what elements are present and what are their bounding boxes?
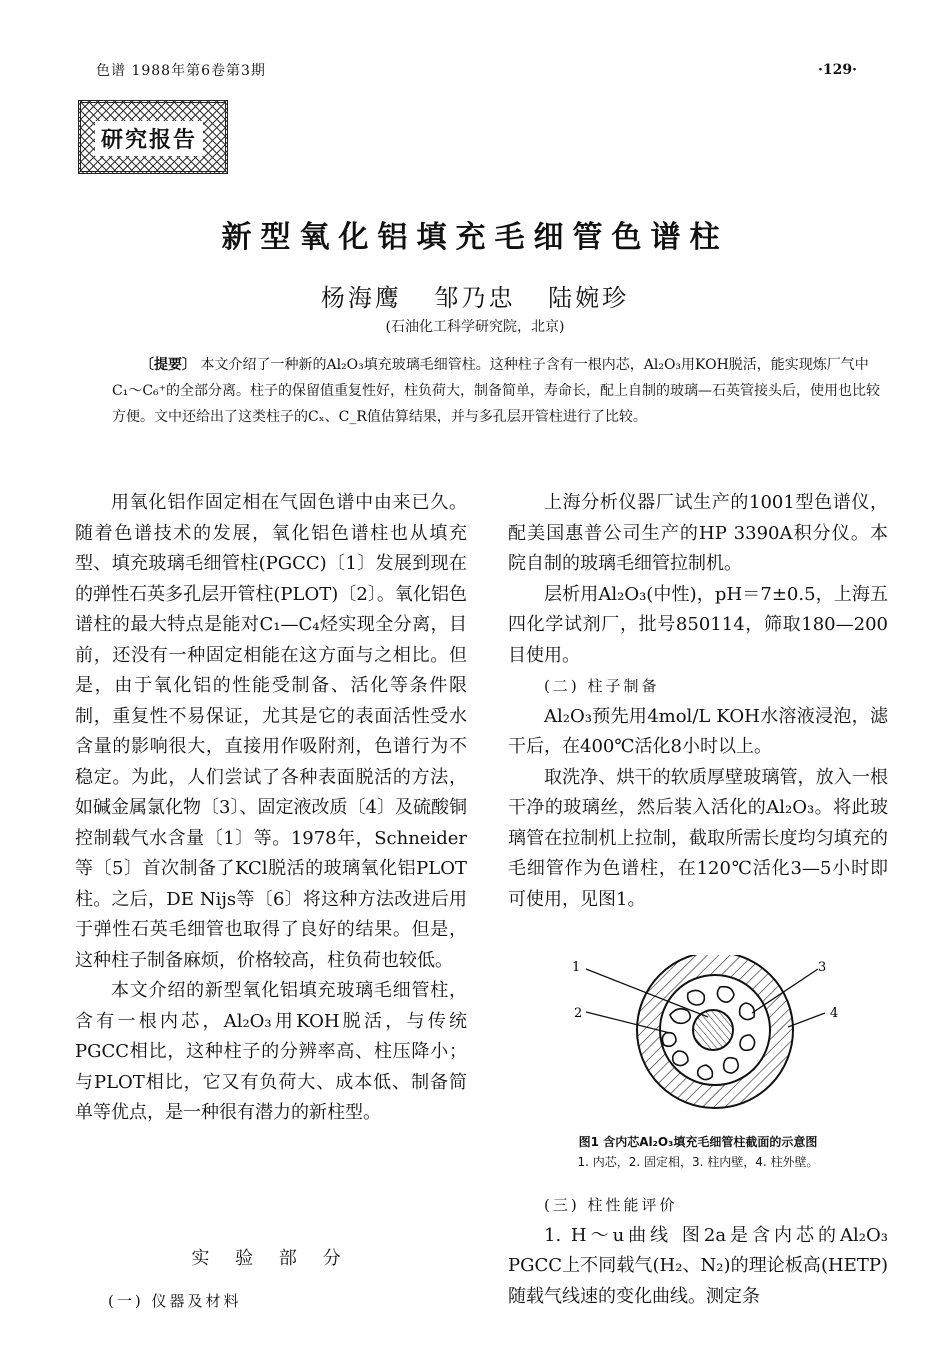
abstract-text: 本文介绍了一种新的Al₂O₃填充玻璃毛细管柱。这种柱子含有一根内芯，Al₂O₃用KOH脱活，能实现炼厂气中C₁～C₆⁺的全部分离。柱子的保留值重复性好，柱负荷大，制备简单，寿命长，配上自制的玻璃—石英管接头后，使用也比较方便。文中还给出了这类柱子的Cₓ、C_R值估算结果，并与多孔层开管柱进行了比较。 — [112, 357, 881, 425]
subheading-instruments: (一) 仪器及材料 — [108, 1292, 242, 1310]
abstract — [112, 352, 882, 430]
figure-label-4: 4 — [830, 1006, 839, 1021]
performance-paragraph: 1. H～u曲线 图2a是含内芯的Al₂O₃ PGCC上不同载气(H₂、N₂)的理论板高(HETP)随载气线速的变化曲线。测定条 — [508, 1224, 888, 1307]
figure-label-1: 1 — [572, 960, 581, 975]
subheading-column-prep: (二) 柱子制备 — [544, 677, 660, 695]
figure-caption — [508, 1132, 888, 1172]
prep-paragraph-2: 取洗净、烘干的软质厚壁玻璃管，放入一根干净的玻璃丝，然后装入活化的Al₂O₃。将此玻璃管在拉制机上拉制，截取所需长度均匀填充的毛细管作为色谱柱，在120℃活化3—5小时即可使用，见图1。 — [508, 766, 888, 910]
affiliation: (石油化工科学研究院，北京) — [385, 319, 565, 335]
page-number: ·129· — [818, 62, 857, 78]
inner-core — [693, 1010, 733, 1050]
intro-paragraph-2: 本文介绍的新型氧化铝填充玻璃毛细管柱，含有一根内芯，Al₂O₃用KOH脱活，与传统PGCC相比，这种柱子的分辨率高、柱压降小；与PLOT相比，它又有负荷大、成本低、制备简单等优点，是一种很有潜力的新柱型。 — [75, 980, 467, 1123]
section-label: 研究报告 — [95, 121, 203, 156]
figure-caption-legend: 1. 内芯，2. 固定相，3. 柱内壁，4. 柱外壁。 — [577, 1155, 819, 1169]
figure-label-3: 3 — [818, 960, 827, 975]
journal-header: 色谱 1988年第6卷第3期 — [96, 63, 266, 79]
figure-caption-title: 图1 含内芯Al₂O₃填充毛细管柱截面的示意图 — [578, 1135, 818, 1149]
paper-title: 新型氧化铝填充毛细管色谱柱 — [221, 220, 729, 255]
left-column — [75, 488, 467, 1129]
abstract-label: 〔提要〕 — [140, 357, 196, 373]
column-cross-section-figure — [560, 955, 860, 1125]
right-column — [508, 488, 888, 915]
section-label-box — [78, 100, 228, 174]
section-heading-experimental: 实 验 部 分 — [191, 1248, 351, 1269]
prep-paragraph-1: Al₂O₃预先用4mol/L KOH水溶液浸泡，滤干后，在400℃活化8小时以上。 — [508, 705, 888, 757]
intro-paragraph-1: 用氧化铝作固定相在气固色谱中由来已久。随着色谱技术的发展，氧化铝色谱柱也从填充型、填充玻璃毛细管柱(PGCC)〔1〕发展到现在的弹性石英多孔层开管柱(PLOT)〔2〕。氧化铝色谱柱的最大特点是能对C₁—C₄烃实现全分离，目前，还没有一种固定相能在这方面与之相比。但是，由于氧化铝的性能受制备、活化等条件限制，重复性不易保证，尤其是它的表面活性受水含量的影响很大，直接用作吸附剂，色谱行为不稳定。为此，人们尝试了各种表面脱活的方法，如碱金属氯化物〔3〕、固定液改质〔4〕及硫酸铜控制载气水含量〔1〕等。1978年，Schneider等〔5〕首次制备了KCl脱活的玻璃氧化铝PLOT柱。之后，DE Nijs等〔6〕将这种方法改进后用于弹性石英毛细管也取得了良好的结果。但是，这种柱子制备麻烦，价格较高，柱负荷也较低。 — [75, 492, 467, 971]
authors: 杨海鹰 邹乃忠 陆婉珍 — [320, 284, 630, 312]
materials-paragraph: 层析用Al₂O₃(中性)，pH＝7±0.5，上海五四化学试剂厂，批号850114，筛取180—200目使用。 — [508, 583, 888, 666]
right-column-lower — [508, 1190, 888, 1312]
instruments-paragraph: 上海分析仪器厂试生产的1001型色谱仪，配美国惠普公司生产的HP 3390A积分仪。本院自制的玻璃毛细管拉制机。 — [508, 492, 888, 574]
figure-label-2: 2 — [574, 1006, 583, 1021]
subheading-performance: (三) 柱性能评价 — [544, 1196, 678, 1214]
